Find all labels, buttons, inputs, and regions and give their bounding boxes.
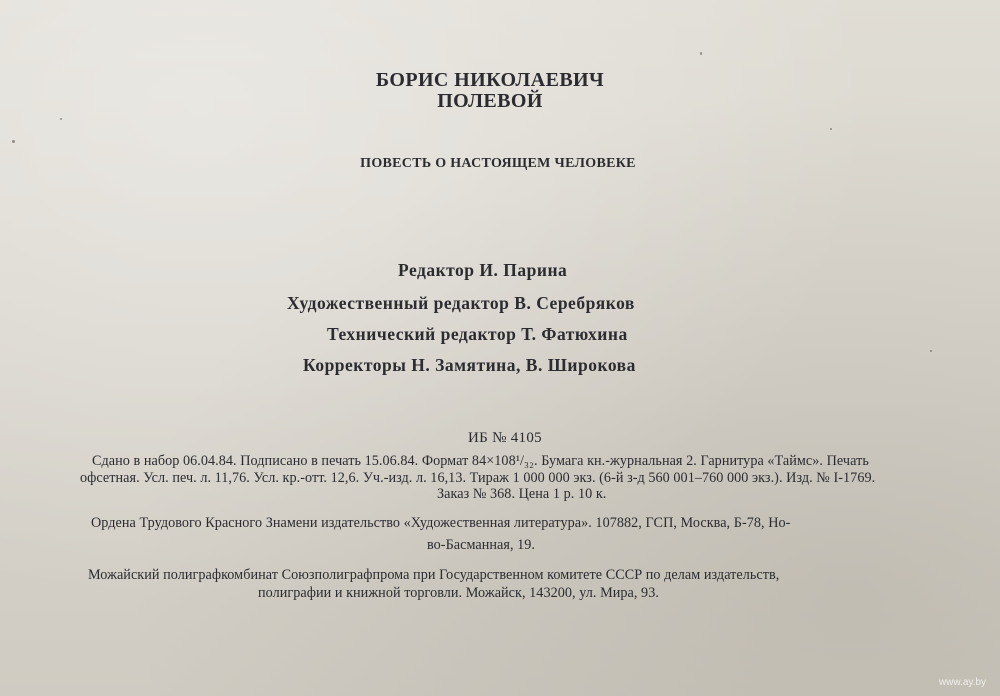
printer-line: Можайский полиграфкомбинат Союзполиграфпрома при Государственном комитете СССР по делам издательств, [88,567,780,583]
credit-editor: Редактор И. Парина [398,260,568,280]
book-title: ПОВЕСТЬ О НАСТОЯЩЕМ ЧЕЛОВЕКЕ [360,156,636,171]
publisher-line: во-Басманная, 19. [427,537,536,553]
publication-details-line: Сдано в набор 06.04.84. Подписано в печать 15.06.84. Формат 84×108¹/₃₂. Бумага кн.-журнальная 2. Гарнитура «Таймс». Печать [92,453,869,469]
printer-line: полиграфии и книжной торговли. Можайск, 143200, ул. Мира, 93. [258,585,659,601]
paper-speck [60,118,62,120]
watermark: www.ay.by [938,677,986,688]
author-first-names: БОРИС НИКОЛАЕВИЧ [375,69,605,91]
publisher-line: Ордена Трудового Красного Знамени издательство «Художественная литература». 107882, ГСП, Москва, Б-78, Но- [91,515,791,531]
paper-speck [930,350,932,352]
author-surname: ПОЛЕВОЙ [437,90,543,112]
publication-details-line: Заказ № 368. Цена 1 р. 10 к. [437,486,607,502]
credit-proofreaders: Корректоры Н. Замятина, В. Широкова [303,355,636,375]
ib-number: ИБ № 4105 [468,430,542,446]
paper-speck [830,128,832,130]
paper-speck [700,52,702,55]
paper-speck [12,140,15,143]
publication-details-line: офсетная. Усл. печ. л. 11,76. Усл. кр.-отт. 12,6. Уч.-изд. л. 16,13. Тираж 1 000 000 экз. (6-й з-д 560 001–760 000 экз.). Изд. № I-1769. [80,470,876,486]
credit-art-editor: Художественный редактор В. Серебряков [287,293,635,313]
author-name [0,70,980,112]
credit-technical-editor: Технический редактор Т. Фатюхина [327,324,628,344]
